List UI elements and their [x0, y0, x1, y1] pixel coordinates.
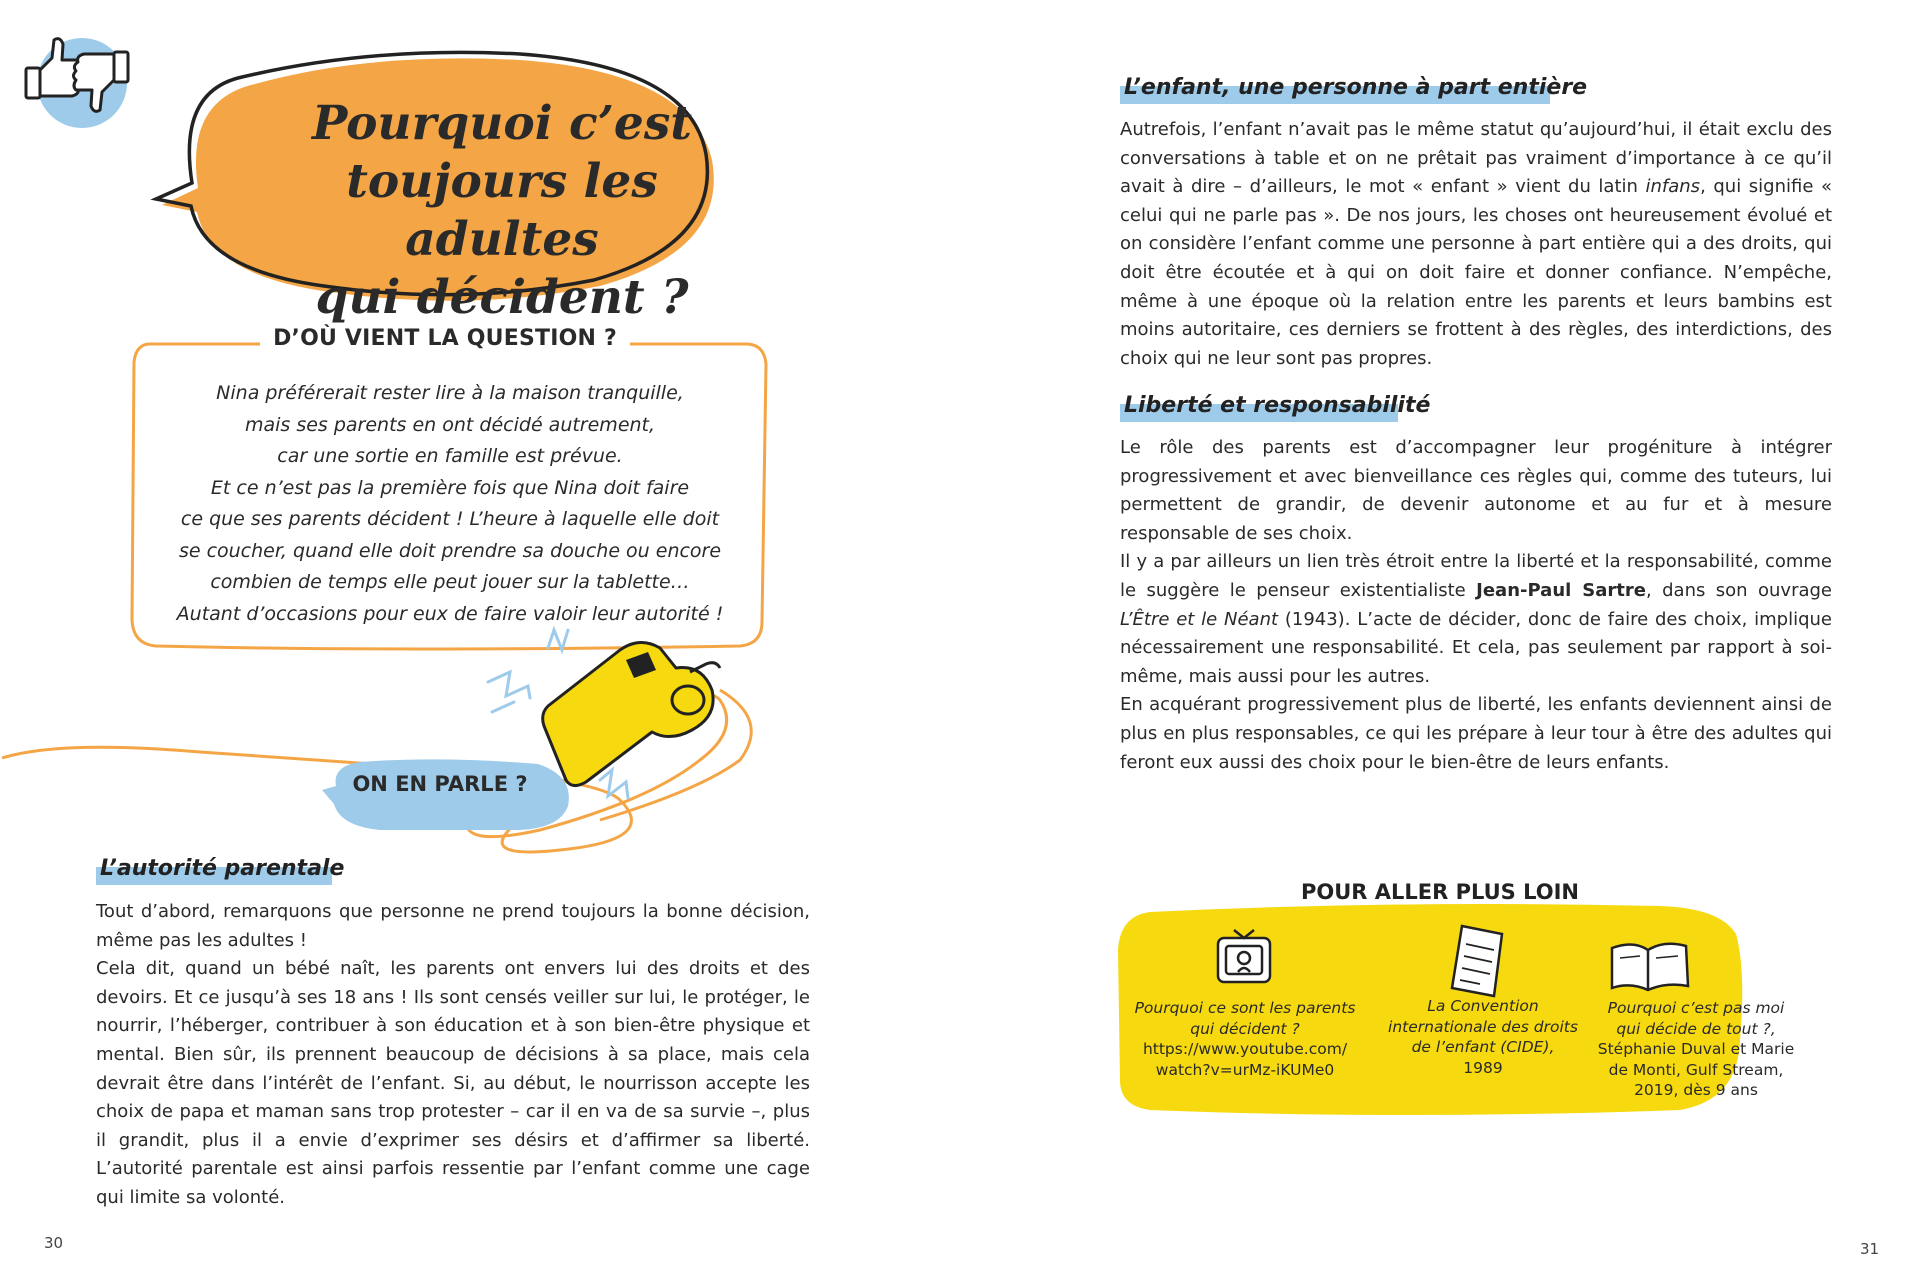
resource-title: Pourquoi ce sont les parents qui décident ? — [1134, 999, 1356, 1038]
document-icon — [1452, 926, 1502, 996]
further-reading-title: POUR ALLER PLUS LOIN — [1300, 880, 1579, 904]
paragraph: En acquérant progressivement plus de liberté, les enfants deviennent ainsi de plus en plus responsables, ce qui les prépare à leur tour à être des adultes qui feront eux aussi des choix pour le bien-être de leurs enfants. — [1120, 694, 1832, 773]
question-line: combien de temps elle peut jouer sur la tablette… — [210, 571, 690, 593]
question-line: ce que ses parents décident ! L’heure à laquelle elle doit — [180, 508, 720, 530]
paragraph: Cela dit, quand un bébé naît, les parents ont envers lui des droits et des devoirs. Et ce jusqu’à ses 18 ans ! Ils sont censés veiller sur lui, le protéger, le nourrir, l’héberger, contribuer à son éducation et à son bien-être physique et mental. Bien sûr, ils prennent beaucoup de décisions à sa place, mais cela devrait être dans l’intérêt de l’enfant. Si, au début, le nourrisson accepte les choix de papa et maman sans trop protester – car il en va de sa survie –, plus il grandit, plus il a envie d’exprimer ses désirs et d’affirmer sa liberté. L’autorité parentale est ainsi parfois ressentie par l’enfant comme une cage qui limite sa volonté. — [96, 958, 810, 1208]
resource-detail: Stéphanie Duval et Marie de Monti, Gulf Stream, 2019, dès 9 ans — [1597, 1040, 1795, 1099]
tv-icon — [1218, 930, 1270, 982]
question-line: mais ses parents en ont décidé autrement, — [244, 413, 656, 436]
section-body-autorite — [96, 898, 810, 1213]
paragraph — [1120, 548, 1832, 691]
section-body-enfant — [1120, 116, 1832, 373]
section-heading-text: Liberté et responsabilité — [1124, 393, 1431, 418]
question-line: se coucher, quand elle doit prendre sa douche ou encore — [178, 539, 722, 562]
author-name: Jean-Paul Sartre — [1476, 579, 1646, 601]
resource-item-book — [1596, 998, 1796, 1101]
paragraph: Tout d’abord, remarquons que personne ne prend toujours la bonne décision, même pas les adultes ! — [96, 901, 810, 951]
section-body-liberte — [1120, 434, 1832, 777]
section-heading-liberte — [1120, 393, 1431, 422]
latin-word: infans — [1645, 176, 1701, 198]
question-box-text — [160, 378, 740, 630]
on-en-parle-label: ON EN PARLE ? — [352, 772, 528, 796]
question-line: car une sortie en famille est prévue. — [277, 445, 623, 467]
resource-detail: 1989 — [1463, 1058, 1503, 1077]
book-icon — [1612, 944, 1688, 990]
question-line: Autant d’occasions pour eux de faire valoir leur autorité ! — [176, 602, 724, 625]
page-number-left: 30 — [44, 1234, 64, 1252]
resource-title: La Convention internationale des droits de l’enfant (CIDE), — [1388, 997, 1578, 1056]
text-run: , dans son ouvrage — [1645, 579, 1832, 601]
question-line: Nina préférerait rester lire à la maison tranquille, — [216, 382, 684, 404]
section-heading-autorite — [96, 856, 345, 885]
resource-detail: https://www.youtube.com/ watch?v=urMz-iKUMe0 — [1142, 1040, 1348, 1079]
page-title: Pourquoi c’est toujours les adultes qui décident ? — [311, 96, 693, 325]
text-run: Autrefois, l’enfant n’avait pas le même statut qu’aujourd’hui, il était exclu des conversations à table et on ne prêtait pas vraiment d’importance à ce qu’il avait à dire – d’ailleurs, le mot « enfant » vient du latin — [1120, 119, 1832, 198]
text-run: Il y a par ailleurs un lien très étroit entre la liberté et la responsabilité, comme le suggère le penseur existentialiste — [1120, 551, 1832, 601]
text-run: , qui signifie « celui qui ne parle pas ». De nos jours, les choses ont heureusement évolué et on considère l’enfant comme une personne à part entière qui a des droits, qui doit être écoutée et à qui on doit faire et donner confiance. N’empêche, même à une époque où la relation entre les parents et leurs bambins est moins autoritaire, ces derniers se frottent à des règles, des interdictions, des choix qui ne leur sont pas propres. — [1120, 176, 1832, 369]
section-heading-text: L’autorité parentale — [100, 856, 345, 881]
section-heading-enfant — [1120, 75, 1588, 104]
paragraph: Le rôle des parents est d’accompagner leur progéniture à intégrer progressivement et avec bienveillance ces règles qui, comme des tuteurs, lui permettent de grandir, de devenir autonome et au fur et à mesure responsable de ses choix. — [1120, 437, 1832, 544]
text-run: (1943). L’acte de décider, donc de faire des choix, implique nécessairement une responsabilité. Et cela, pas seulement par rapport à soi-même, mais aussi pour les autres. — [1120, 608, 1832, 687]
page-number-right: 31 — [1860, 1240, 1880, 1258]
resource-title: Pourquoi c’est pas moi qui décide de tout ?, — [1607, 999, 1785, 1038]
question-box-title: D’OÙ VIENT LA QUESTION ? — [260, 326, 630, 351]
resource-item-convention — [1378, 996, 1588, 1078]
thumbs-icon — [26, 38, 128, 128]
question-line: Et ce n’est pas la première fois que Nina doit faire — [210, 476, 690, 499]
paragraph — [1120, 116, 1832, 373]
section-heading-text: L’enfant, une personne à part entière — [1124, 75, 1588, 100]
book-title: L’Être et le Néant — [1120, 608, 1279, 630]
resource-item-video — [1134, 998, 1356, 1080]
